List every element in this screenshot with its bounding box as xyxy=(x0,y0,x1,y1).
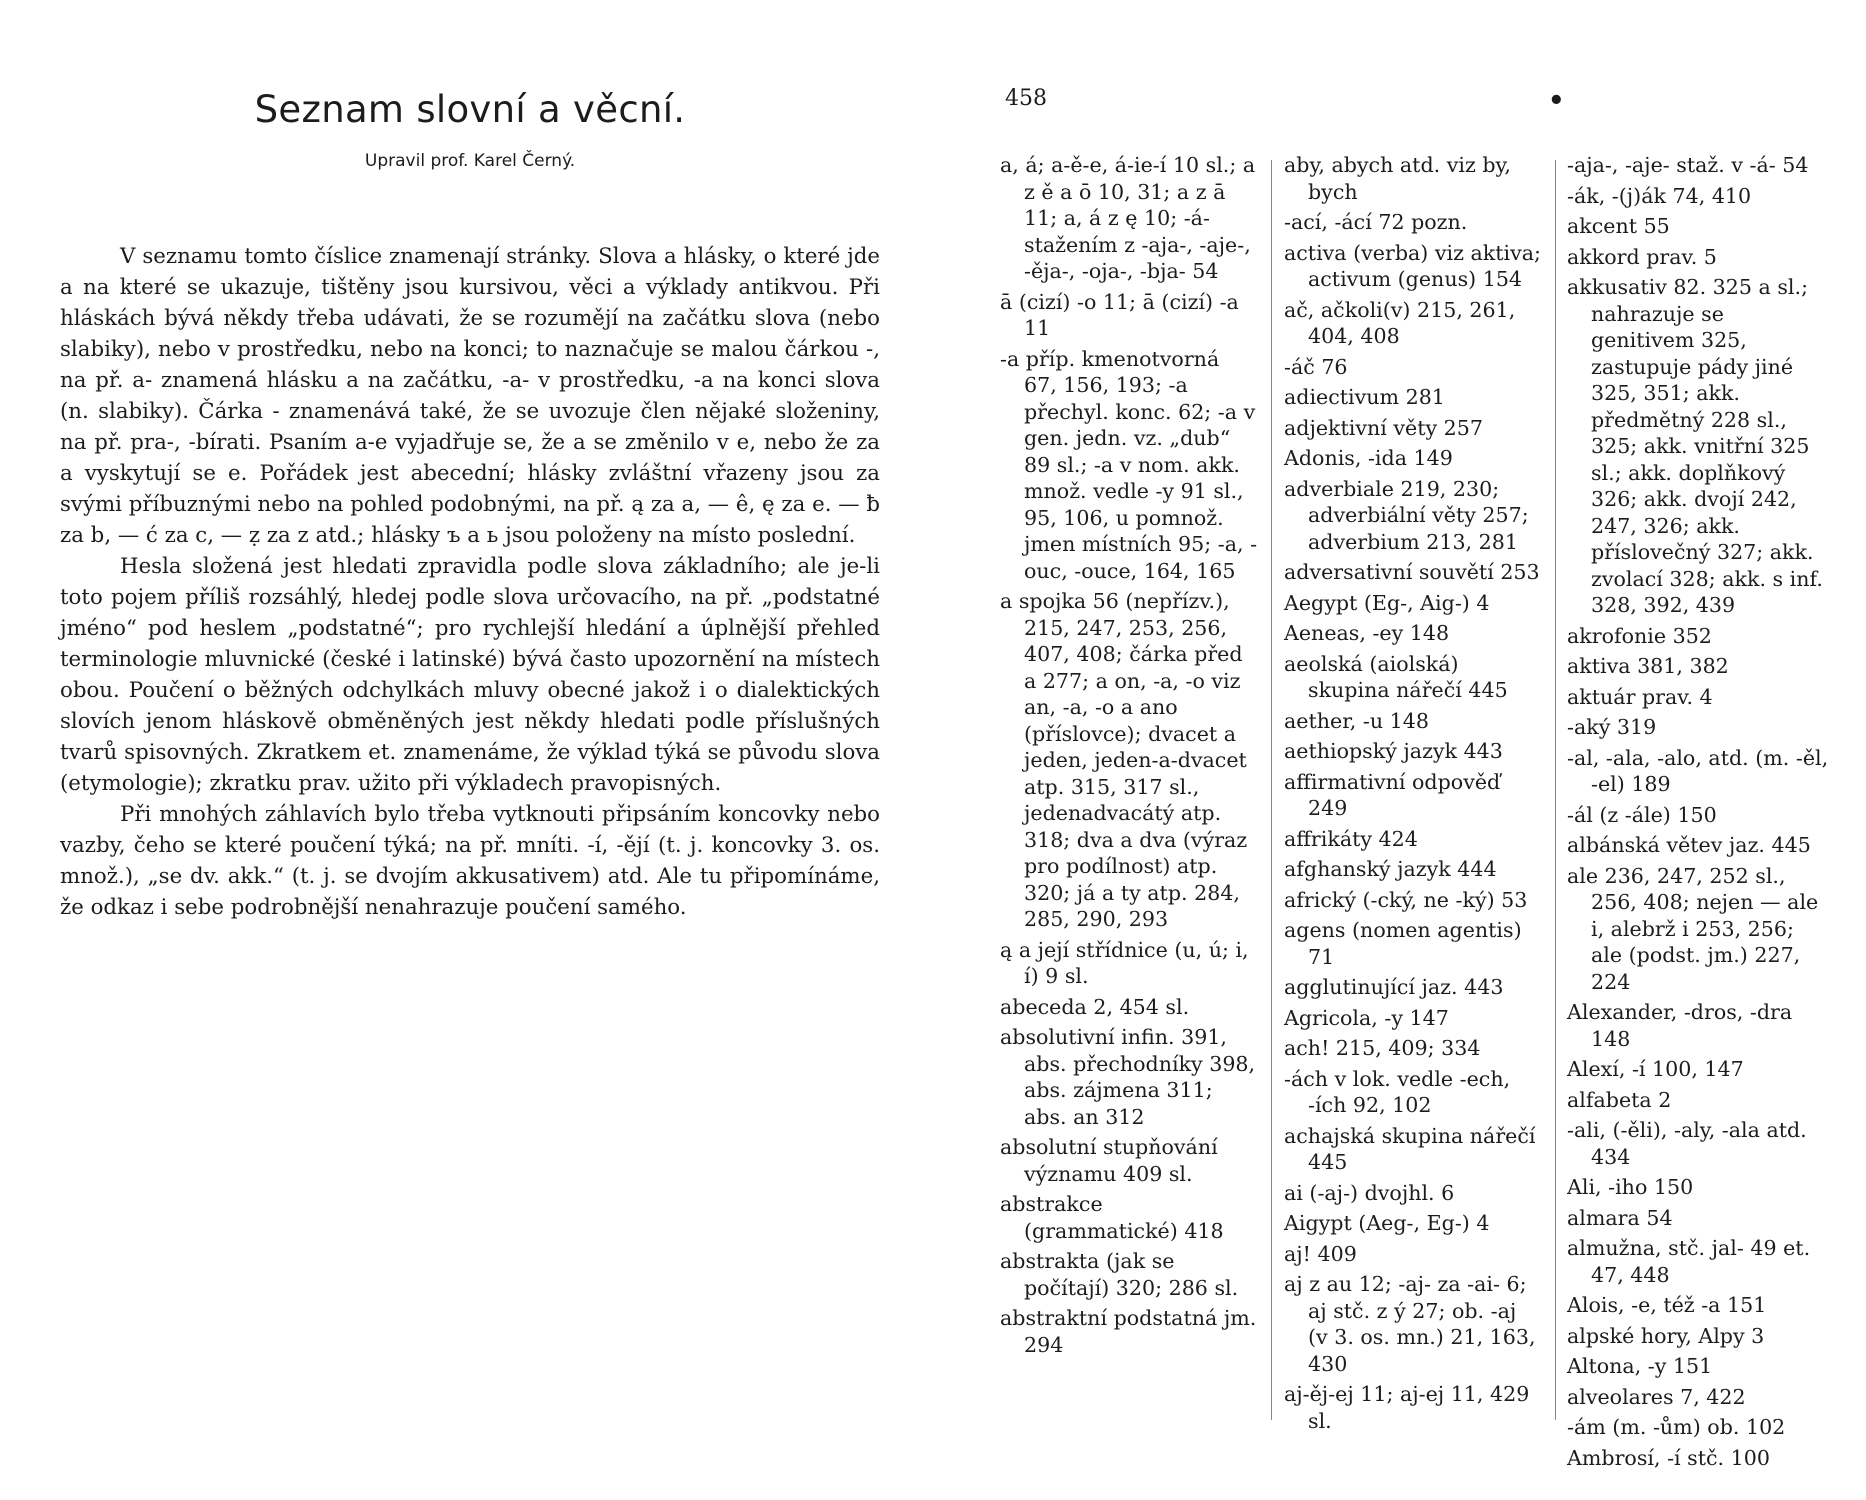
intro-paragraph: Hesla složená jest hledati zpravidla podle slova základního; ale je-li toto pojem příliš rozsáhlý, hledej podle slova určovacího, na př. „podstatné jméno“ pod heslem „podstatné“; pro rychlejší hledání a úplnější přehled terminologie mluvnické (české i latinské) bývá často upozornění na místech obou. Poučení o běžných odchylkách mluvy obecné jakož i o dialektických slovích jenom hláskově obměněných jest někdy hledati podle příslušných tvarů spisovných. Zkratkem et. znamenáme, že výklad týká se původu slova (etymologie); zkratku prav. užito při výkladech pravopisných. xyxy=(60,554,880,796)
index-entry: ą a její střídnice (u, ú; i, í) 9 sl. xyxy=(1000,937,1249,988)
index-entry: agglutinující jaz. 443 xyxy=(1284,975,1504,999)
index-entry: Ali, -iho 150 xyxy=(1567,1175,1694,1199)
index-entry: alveolares 7, 422 xyxy=(1567,1384,1746,1409)
index-entry: adverbiale 219, 230; adverbiální věty 257; adverbium 213, 281 xyxy=(1284,476,1529,554)
index-entry: Aigypt (Aeg-, Eg-) 4 xyxy=(1284,1211,1490,1235)
intro-paragraph: V seznamu tomto číslice znamenají stránky. Slova a hlásky, o které jde a na které se ukazuje, tištěny jsou kursivou, věci a výklady antikvou. Při hláskách bývá někdy třeba udávati, že se rozumějí na začátku slova (nebo slabiky), nebo v prostředku, nebo na konci; to naznačuje se malou čárkou -, na př. a- znamená hlásku a na začátku, -a- v prostředku, -a na konci slova (n. slabiky). Čárka - znamenává také, že se uvozuje člen nějaké složeniny, na př. pra-, -bírati. Psaním a-e vyjadřuje se, že a se změnilo v e, nebo že za a vyskytují se e. Pořádek jest abecední; hlásky zvláštní vřazeny jsou za svými příbuznými nebo na pohled podobnými, na př. ą za a, — ê, ę za e. — ƀ za b, — ć za c, — ẓ za z atd.; hlásky ъ a ь jsou položeny na místo poslední. xyxy=(60,244,880,548)
index-entry: achajská skupina nářečí 445 xyxy=(1284,1123,1536,1174)
index-entry: aeolská (aiolská) skupina nářečí 445 xyxy=(1284,651,1508,702)
index-entry: adjektivní věty 257 xyxy=(1284,415,1483,440)
index-entry: abstrakta (jak se počítají) 320; 286 sl. xyxy=(1000,1249,1239,1300)
left-page xyxy=(60,70,880,923)
index-entry: afghanský jazyk 444 xyxy=(1284,857,1497,881)
index-entry: -ám (m. -ům) ob. 102 xyxy=(1567,1415,1786,1439)
index-entry: absolutivní infin. 391, abs. přechodníky 398, abs. zájmena 311; abs. an 312 xyxy=(1000,1025,1256,1129)
index-entry: aktiva 381, 382 xyxy=(1567,654,1729,678)
index-column-2 xyxy=(1284,152,1542,1438)
introduction-text xyxy=(60,241,880,923)
index-entry: Altona, -y 151 xyxy=(1567,1354,1713,1378)
index-entry: -ách v lok. vedle -ech, -ích 92, 102 xyxy=(1284,1066,1511,1117)
index-entry: abeceda 2, 454 sl. xyxy=(1000,994,1190,1019)
page-number: 458 xyxy=(1005,86,1047,111)
index-entry: -áč 76 xyxy=(1284,354,1348,379)
index-entry: africký (-cký, ne -ký) 53 xyxy=(1284,887,1528,912)
index-entry: Aegypt (Eg-, Aig-) 4 xyxy=(1284,590,1490,615)
index-entry: -ál (z -ále) 150 xyxy=(1567,802,1717,827)
page-title: Seznam slovní a věcní. xyxy=(254,88,686,131)
index-entry: affrikáty 424 xyxy=(1284,826,1418,851)
index-entry: albánská větev jaz. 445 xyxy=(1567,833,1811,857)
index-entry: ale 236, 247, 252 sl., 256, 408; nejen — ale i, alebrž i 253, 256; ale (podst. jm.) 227, 224 xyxy=(1567,863,1819,994)
index-entry: adversativní souvětí 253 xyxy=(1284,560,1540,584)
index-entry: almužna, stč. jal- 49 et. 47, 448 xyxy=(1567,1236,1811,1287)
page-dot: • xyxy=(1548,86,1565,116)
index-entry: -aký 319 xyxy=(1567,715,1657,739)
index-entry: ai (-aj-) dvojhl. 6 xyxy=(1284,1180,1455,1205)
index-entry: adiectivum 281 xyxy=(1284,385,1445,409)
index-entry: alfabeta 2 xyxy=(1567,1087,1672,1112)
index-entry: -ací, -ácí 72 pozn. xyxy=(1284,210,1468,234)
index-entry: Aeneas, -ey 148 xyxy=(1284,621,1450,645)
column-rule xyxy=(1555,160,1556,1420)
index-entry: abstrakce (grammatické) 418 xyxy=(1000,1192,1224,1243)
index-entry: agens (nomen agentis) 71 xyxy=(1284,918,1522,969)
index-entry: akkusativ 82. 325 a sl.; nahrazuje se genitivem 325, zastupuje pády jiné 325, 351; akk. předmětný 228 sl., 325; akk. vnitřní 325 sl.; akk. doplňkový 326; akk. dvojí 242, 247, 326; akk. příslovečný 327; akk. zvolací 328; akk. s inf. 328, 392, 439 xyxy=(1567,275,1823,617)
index-entry: akrofonie 352 xyxy=(1567,623,1712,648)
index-entry: Alois, -e, též -a 151 xyxy=(1567,1293,1767,1317)
column-rule xyxy=(1271,160,1272,1420)
index-column-1 xyxy=(1000,152,1258,1362)
index-entry: akkord prav. 5 xyxy=(1567,244,1717,269)
index-entry: aby, abych atd. viz by, bych xyxy=(1284,153,1511,204)
index-entry: almara 54 xyxy=(1567,1205,1673,1230)
index-entry: aj-ěj-ej 11; aj-ej 11, 429 sl. xyxy=(1284,1382,1530,1433)
index-entry: -ák, -(j)ák 74, 410 xyxy=(1567,183,1752,208)
index-entry: Ambrosí, -í stč. 100 xyxy=(1567,1445,1770,1470)
index-entry: abstraktní podstatná jm. 294 xyxy=(1000,1306,1257,1357)
index-entry: Alexander, -dros, -dra 148 xyxy=(1567,1000,1793,1051)
index-entry: -a příp. kmenotvorná 67, 156, 193; -a přechyl. konc. 62; -a v gen. jedn. vz. „dub“ 89 sl.; -a v nom. akk. množ. vedle -y 91 sl., 95, 106, u pomnož. jmen místních 95; -a, -ouc, -ouce, 164, 165 xyxy=(1000,346,1258,583)
index-entry: activa (verba) viz aktiva; activum (genus) 154 xyxy=(1284,240,1541,291)
index-entry: ač, ačkoli(v) 215, 261, 404, 408 xyxy=(1284,297,1516,348)
index-entry: Agricola, -y 147 xyxy=(1284,1005,1449,1030)
index-entry: aktuár prav. 4 xyxy=(1567,684,1713,709)
index-entry: ā (cizí) -o 11; ā (cizí) -a 11 xyxy=(1000,289,1239,340)
index-entry: Adonis, -ida 149 xyxy=(1284,446,1453,470)
index-entry: aether, -u 148 xyxy=(1284,708,1429,733)
index-entry: Alexí, -í 100, 147 xyxy=(1567,1057,1744,1081)
index-entry: ach! 215, 409; 334 xyxy=(1284,1036,1481,1060)
index-entry: a spojka 56 (nepřízv.), 215, 247, 253, 256, 407, 408; čárka před a 277; a on, -a, -o viz an, -a, -o a ano (příslovce); dvacet a jeden, jeden-a-dvacet atp. 315, 317 sl., jedenadvacátý atp. 318; dva a dva (výraz pro podílnost) atp. 320; já a ty atp. 284, 285, 290, 293 xyxy=(1000,589,1248,931)
index-entry: -aja-, -aje- staž. v -á- 54 xyxy=(1567,153,1809,177)
index-entry: aj z au 12; -aj- za -ai- 6; aj stč. z ý 27; ob. -aj (v 3. os. mn.) 21, 163, 430 xyxy=(1284,1272,1536,1376)
index-entry: aj! 409 xyxy=(1284,1241,1357,1266)
index-entry: alpské hory, Alpy 3 xyxy=(1567,1323,1765,1348)
index-entry: -al, -ala, -alo, atd. (m. -ěl, -el) 189 xyxy=(1567,745,1829,796)
index-column-3 xyxy=(1567,152,1829,1475)
index-entry: absolutní stupňování významu 409 sl. xyxy=(1000,1135,1218,1186)
index-entry: affirmativní odpověď 249 xyxy=(1284,769,1501,820)
intro-paragraph: Při mnohých záhlavích bylo třeba vytknouti připsáním koncovky nebo vazby, čeho se které poučení týká; na př. mníti. -í, -ějí (t. j. koncovky 3. os. množ.), „se dv. akk.“ (t. j. se dvojím akkusativem) atd. Ale tu připomínáme, že odkaz i sebe podrobnější nenahrazuje poučení samého. xyxy=(60,802,880,920)
index-entry: akcent 55 xyxy=(1567,214,1670,238)
index-entry: aethiopský jazyk 443 xyxy=(1284,739,1503,763)
index-entry: -ali, (-ěli), -aly, -ala atd. 434 xyxy=(1567,1118,1807,1169)
index-entry: a, á; a-ě-e, á-ie-í 10 sl.; a z ě a ō 10, 31; a z ā 11; a, á z ę 10; -á- stažením z -aja-, -aje-, -ěja-, -oja-, -bja- 54 xyxy=(1000,153,1256,283)
page-subtitle: Upravil prof. Karel Černý. xyxy=(364,151,576,171)
